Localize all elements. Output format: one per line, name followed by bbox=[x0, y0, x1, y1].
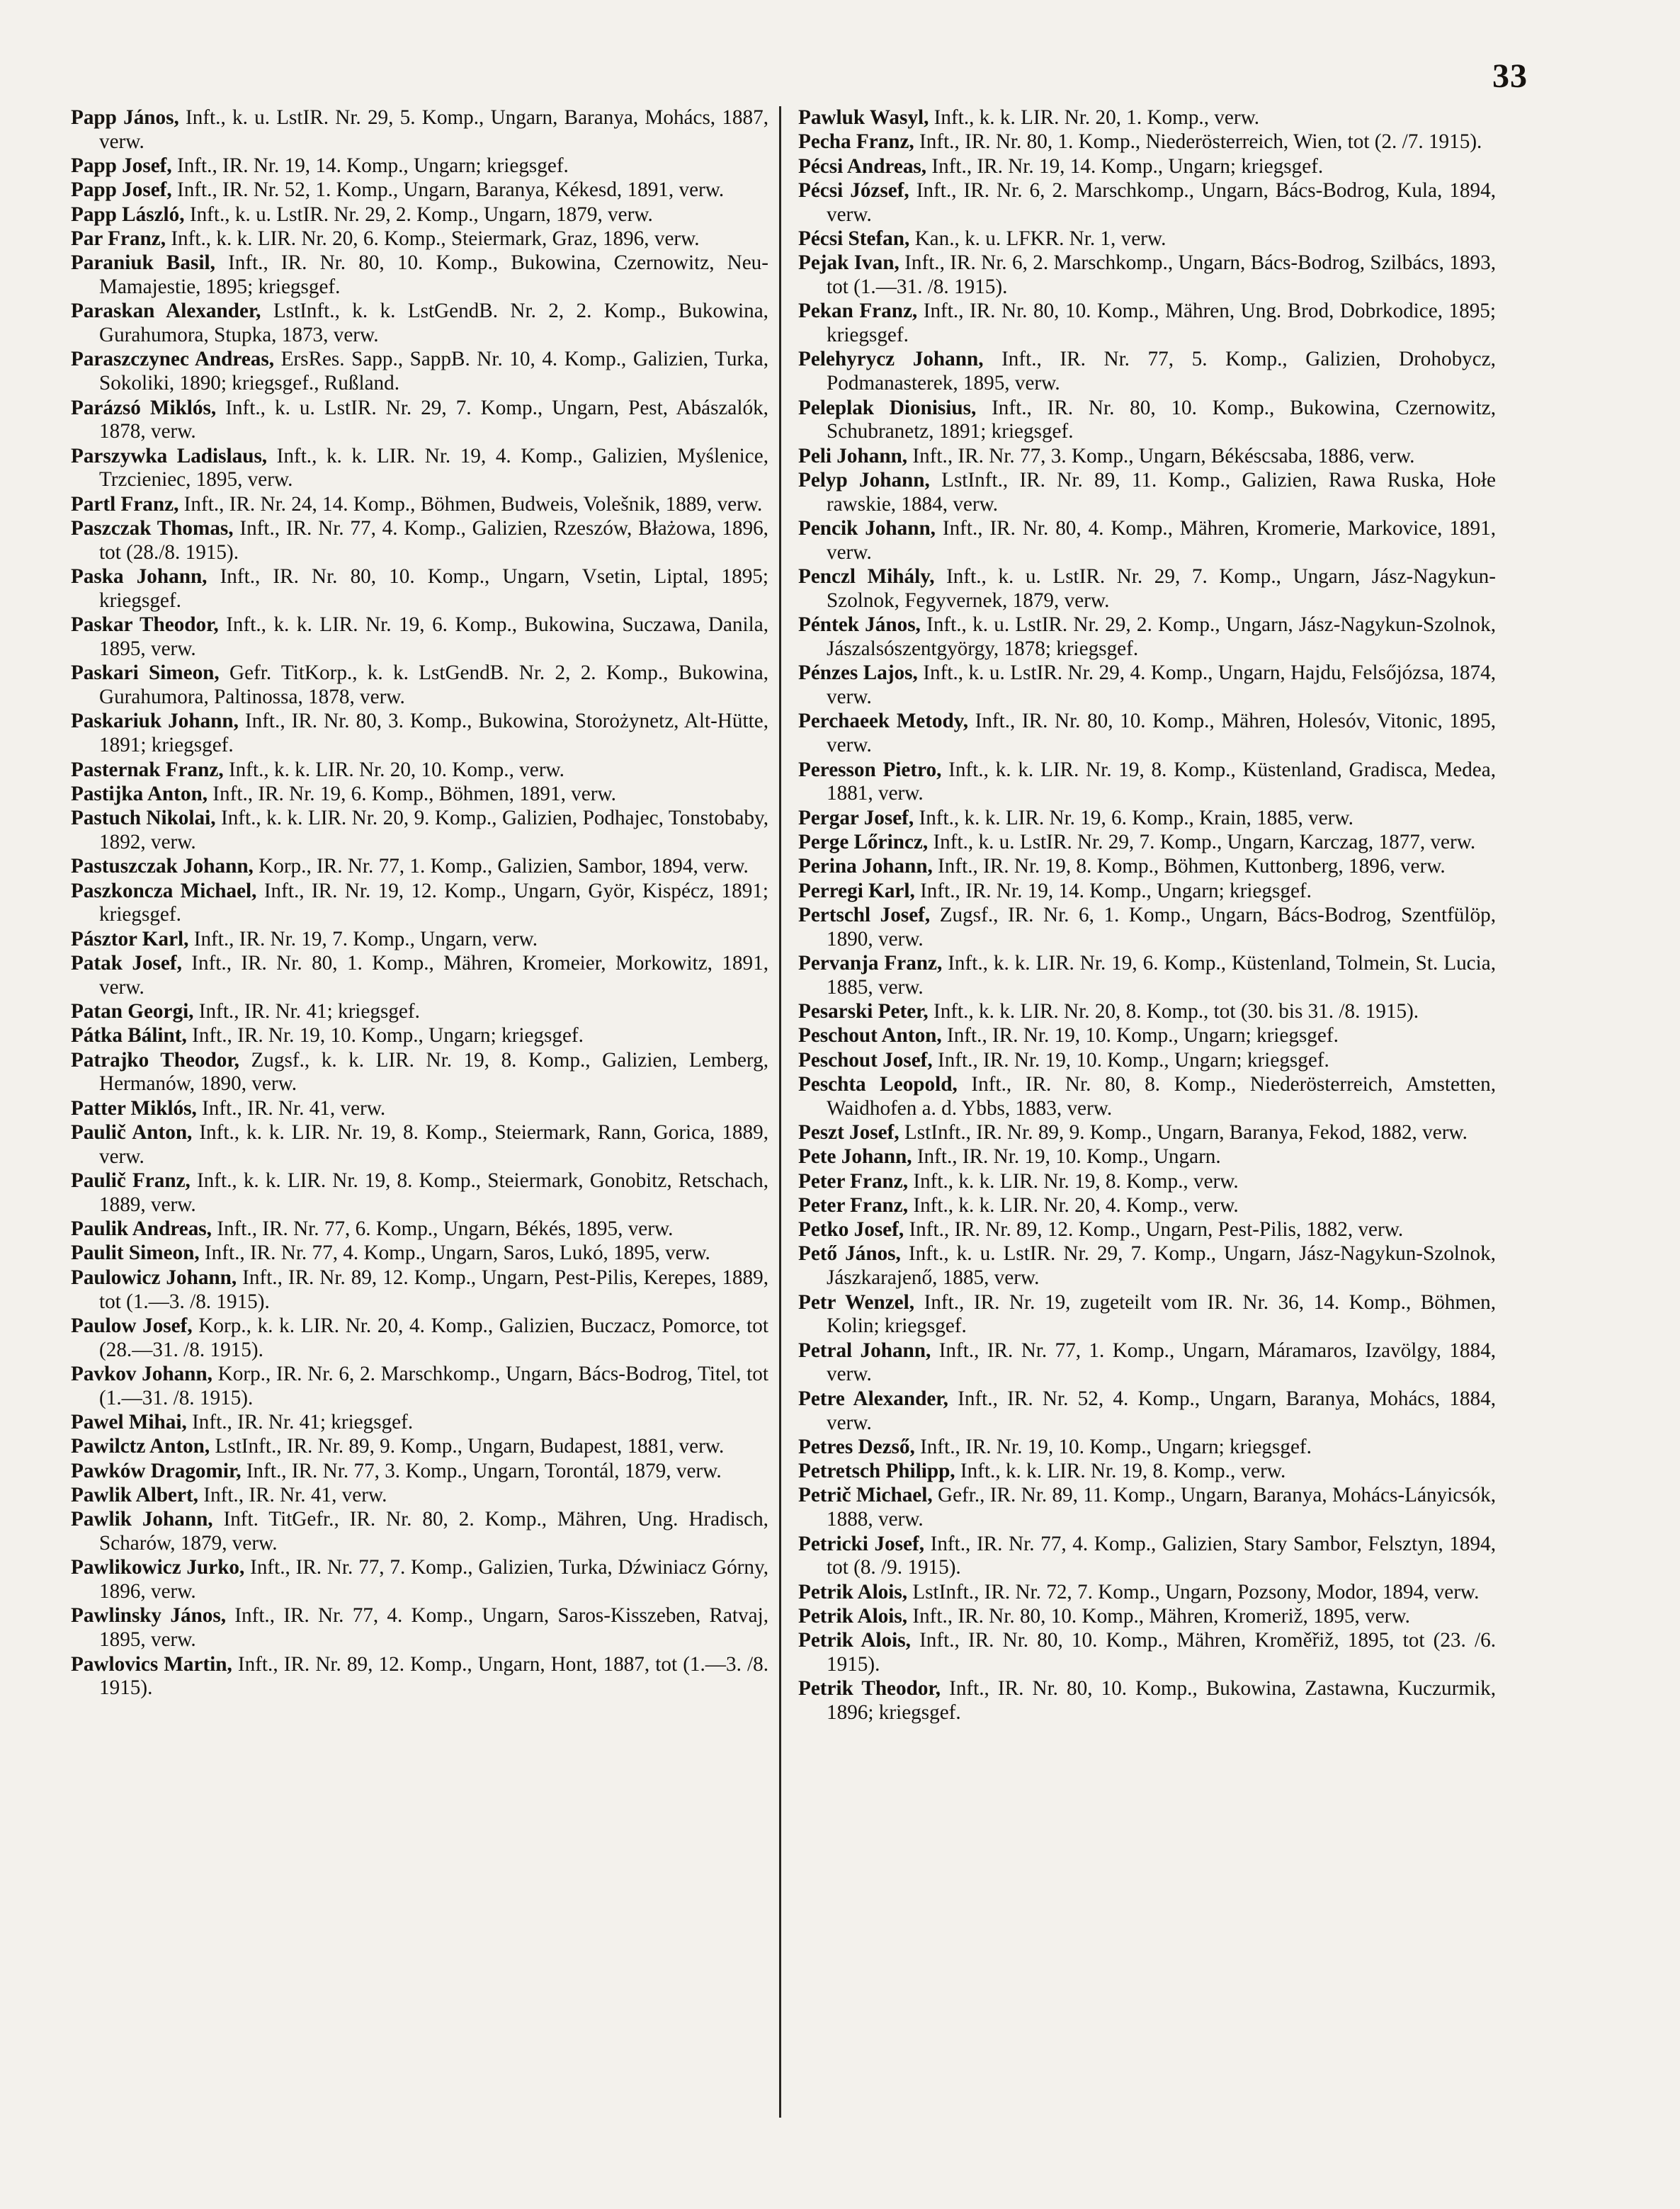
entry-details: Inft., IR. Nr. 19, 10. Komp., Ungarn; kriegsgef. bbox=[941, 1024, 1339, 1047]
entry-details: Inft., IR. Nr. 19, 8. Komp., Böhmen, Kuttonberg, 1896, verw. bbox=[932, 855, 1446, 878]
entry-name: Pásztor Karl, bbox=[71, 927, 189, 950]
entry-details: Inft., IR. Nr. 24, 14. Komp., Böhmen, Budweis, Volešnik, 1889, verw. bbox=[178, 492, 763, 516]
entry-name: Petral Johann, bbox=[798, 1339, 931, 1362]
entry-details: Inft., k. k. LIR. Nr. 19, 8. Komp., verw. bbox=[955, 1460, 1286, 1483]
entry-details: Inft., k. k. LIR. Nr. 20, 4. Komp., verw. bbox=[908, 1193, 1239, 1217]
entry-name: Parszywka Ladislaus, bbox=[71, 444, 268, 467]
entry-name: Pastijka Anton, bbox=[71, 782, 208, 805]
entry-name: Peschout Josef, bbox=[798, 1048, 933, 1072]
list-entry bbox=[798, 1387, 1496, 1436]
entry-details: Inft., IR. Nr. 52, 1. Komp., Ungarn, Baranya, Kékesd, 1891, verw. bbox=[171, 178, 725, 202]
entry-name: Pátka Bálint, bbox=[71, 1024, 187, 1047]
entry-name: Pénzes Lajos, bbox=[798, 661, 918, 685]
entry-details: Inft., k. u. LstIR. Nr. 29, 7. Komp., Ungarn, Karczag, 1877, verw. bbox=[928, 830, 1476, 853]
list-entry bbox=[798, 1605, 1496, 1629]
list-entry bbox=[798, 300, 1496, 348]
entry-name: Patak Josef, bbox=[71, 951, 182, 975]
entry-details: Inft., k. u. LstIR. Nr. 29, 7. Komp., Ungarn, Jász-Nagykun-Szolnok, Fegyvernek, 1879, verw. bbox=[827, 565, 1496, 612]
list-entry bbox=[71, 300, 768, 348]
entry-name: Peresson Pietro, bbox=[798, 758, 942, 781]
entry-name: Pécsi Andreas, bbox=[798, 154, 927, 178]
entry-name: Petre Alexander, bbox=[798, 1387, 948, 1410]
entry-name: Pawlikowicz Jurko, bbox=[71, 1556, 245, 1579]
entry-details: Inft., k. k. LIR. Nr. 19, 6. Komp., Bukowina, Suczawa, Danila, 1895, verw. bbox=[99, 613, 768, 661]
entry-name: Peszt Josef, bbox=[798, 1120, 899, 1144]
list-entry bbox=[798, 1121, 1496, 1145]
list-entry bbox=[71, 445, 768, 493]
entry-name: Perchaeek Metody, bbox=[798, 710, 969, 733]
entry-name: Pawlik Albert, bbox=[71, 1483, 198, 1506]
list-entry bbox=[798, 1000, 1496, 1024]
page-number: 33 bbox=[1492, 57, 1528, 95]
list-entry bbox=[798, 831, 1496, 855]
entry-name: Pecha Franz, bbox=[798, 130, 914, 154]
list-entry bbox=[798, 613, 1496, 661]
entry-details: Inft., IR. Nr. 6, 2. Marschkomp., Ungarn, Bács-Bodrog, Szilbács, 1893, tot (1.—31. /8. 1915). bbox=[827, 251, 1496, 299]
list-entry bbox=[71, 1508, 768, 1556]
entry-details: LstInft., IR. Nr. 72, 7. Komp., Ungarn, Pozsony, Modor, 1894, verw. bbox=[907, 1580, 1480, 1603]
list-entry bbox=[71, 1049, 768, 1097]
entry-details: Inft., IR. Nr. 41, verw. bbox=[196, 1096, 386, 1120]
entry-details: LstInft., IR. Nr. 89, 11. Komp., Galizien, Rawa Ruska, Hołe rawskie, 1884, verw. bbox=[827, 468, 1496, 516]
entry-details: Inft., IR. Nr. 19, zugeteilt vom IR. Nr. 36, 14. Komp., Böhmen, Kolin; kriegsgef. bbox=[827, 1290, 1496, 1338]
list-entry bbox=[71, 1653, 768, 1701]
list-entry bbox=[798, 1533, 1496, 1581]
entry-details: Inft., IR. Nr. 19, 12. Komp., Ungarn, Györ, Kispécz, 1891; kriegsgef. bbox=[99, 879, 768, 926]
entry-name: Petres Dezső, bbox=[798, 1435, 915, 1458]
entry-details: Inft., k. k. LIR. Nr. 20, 1. Komp., verw. bbox=[929, 106, 1260, 129]
list-entry bbox=[798, 130, 1496, 154]
entry-details: Inft., IR. Nr. 19, 10. Komp., Ungarn; kriegsgef. bbox=[932, 1048, 1329, 1072]
entry-name: Petricki Josef, bbox=[798, 1532, 924, 1555]
entry-name: Papp László, bbox=[71, 203, 185, 226]
entry-details: Inft., k. k. LIR. Nr. 19, 8. Komp., verw. bbox=[908, 1169, 1239, 1193]
list-entry bbox=[798, 904, 1496, 952]
list-entry bbox=[798, 807, 1496, 831]
list-entry bbox=[71, 1363, 768, 1411]
list-entry bbox=[71, 1217, 768, 1242]
list-entry bbox=[71, 661, 768, 710]
entry-name: Petrik Alois, bbox=[798, 1629, 911, 1652]
entry-name: Paulowicz Johann, bbox=[71, 1266, 237, 1289]
entry-name: Pastuszczak Johann, bbox=[71, 855, 254, 878]
list-entry bbox=[71, 759, 768, 783]
entry-name: Pawluk Wasyl, bbox=[798, 106, 929, 129]
entry-details: Inft., IR. Nr. 19, 10. Komp., Ungarn; kriegsgef. bbox=[186, 1024, 584, 1047]
entry-details: Inft., k. k. LIR. Nr. 19, 4. Komp., Galizien, Myślenice, Trzcieniec, 1895, verw. bbox=[99, 444, 768, 492]
entry-details: Inft., IR. Nr. 19, 14. Komp., Ungarn; kriegsgef. bbox=[914, 879, 1312, 902]
list-entry bbox=[798, 759, 1496, 807]
list-entry bbox=[71, 1411, 768, 1435]
list-entry bbox=[71, 154, 768, 178]
entry-name: Papp Josef, bbox=[71, 178, 172, 202]
entry-name: Pécsi Stefan, bbox=[798, 227, 910, 250]
entry-name: Par Franz, bbox=[71, 227, 166, 250]
entry-name: Pastuch Nikolai, bbox=[71, 807, 216, 830]
list-entry bbox=[798, 1170, 1496, 1194]
list-entry bbox=[798, 1024, 1496, 1048]
list-entry bbox=[798, 1460, 1496, 1484]
entry-name: Patter Miklós, bbox=[71, 1096, 197, 1120]
list-entry bbox=[71, 880, 768, 928]
list-entry bbox=[798, 155, 1496, 179]
list-entry bbox=[71, 807, 768, 855]
list-entry bbox=[798, 445, 1496, 469]
entry-details: Inft., IR. Nr. 80, 10. Komp., Mähren, Holesóv, Vitonic, 1895, verw. bbox=[827, 710, 1496, 757]
list-entry bbox=[71, 783, 768, 807]
entry-details: Inft., IR. Nr. 80, 4. Komp., Mähren, Kromerie, Markovice, 1891, verw. bbox=[827, 517, 1496, 564]
entry-details: Gefr. TitKorp., k. k. LstGendB. Nr. 2, 2. Komp., Bukowina, Gurahumora, Paltinossa, 1878, verw. bbox=[99, 661, 769, 709]
entry-details: Korp., IR. Nr. 6, 2. Marschkomp., Ungarn, Bács-Bodrog, Titel, tot (1.—31. /8. 1915). bbox=[99, 1362, 768, 1409]
list-entry bbox=[798, 1242, 1496, 1290]
list-entry bbox=[798, 1484, 1496, 1532]
list-entry bbox=[798, 1581, 1496, 1605]
entry-name: Petko Josef, bbox=[798, 1218, 904, 1242]
entry-details: Kan., k. u. LFKR. Nr. 1, verw. bbox=[909, 227, 1167, 250]
entry-details: Inft., IR. Nr. 77, 4. Komp., Ungarn, Saros-Kisszeben, Ratvaj, 1895, verw. bbox=[99, 1604, 768, 1652]
entry-name: Pető János, bbox=[798, 1242, 901, 1266]
entry-name: Pasternak Franz, bbox=[71, 758, 224, 781]
entry-name: Pertschl Josef, bbox=[798, 903, 931, 926]
list-entry bbox=[71, 178, 768, 203]
entry-name: Petrik Alois, bbox=[798, 1604, 908, 1628]
entry-name: Paraskan Alexander, bbox=[71, 300, 261, 323]
list-entry bbox=[71, 203, 768, 227]
entry-details: Inft., IR. Nr. 80, 10. Komp., Mähren, Kroměřiž, 1895, tot (23. /6. 1915). bbox=[827, 1629, 1496, 1676]
entry-details: Inft., IR. Nr. 80, 8. Komp., Niederösterreich, Amstetten, Waidhofen a. d. Ybbs, 1883, verw. bbox=[827, 1072, 1497, 1120]
list-entry bbox=[71, 1242, 768, 1266]
entry-details: Inft., k. k. LIR. Nr. 19, 8. Komp., Küstenland, Gradisca, Medea, 1881, verw. bbox=[827, 758, 1497, 805]
entry-name: Paulow Josef, bbox=[71, 1314, 193, 1337]
entry-details: Inft., IR. Nr. 6, 2. Marschkomp., Ungarn, Bács-Bodrog, Kula, 1894, verw. bbox=[827, 178, 1496, 226]
entry-details: Inft., IR. Nr. 89, 12. Komp., Ungarn, Pest-Pilis, 1882, verw. bbox=[904, 1218, 1404, 1242]
entry-name: Pete Johann, bbox=[798, 1145, 912, 1169]
entry-name: Petrič Michael, bbox=[798, 1484, 933, 1507]
entry-name: Péntek János, bbox=[798, 613, 921, 637]
right-column bbox=[798, 106, 1496, 1725]
list-entry bbox=[798, 855, 1496, 879]
entry-details: Inft., IR. Nr. 89, 12. Komp., Ungarn, Pest-Pilis, Kerepes, 1889, tot (1.—3. /8. 1915). bbox=[99, 1266, 769, 1313]
entry-details: Inft., IR. Nr. 77, 6. Komp., Ungarn, Békés, 1895, verw. bbox=[211, 1217, 674, 1241]
list-entry bbox=[71, 1314, 768, 1363]
entry-name: Petretsch Philipp, bbox=[798, 1460, 955, 1483]
entry-details: Inft., IR. Nr. 19, 10. Komp., Ungarn. bbox=[912, 1145, 1221, 1169]
entry-details: Inft., IR. Nr. 77, 7. Komp., Galizien, Turka, Dźwiniacz Górny, 1896, verw. bbox=[99, 1556, 768, 1603]
entry-name: Pawlik Johann, bbox=[71, 1508, 213, 1531]
list-entry bbox=[798, 1436, 1496, 1460]
entry-details: Inft., k. k. LIR. Nr. 20, 10. Komp., verw. bbox=[223, 758, 564, 781]
entry-name: Papp János, bbox=[71, 106, 179, 129]
entry-name: Pawel Mihai, bbox=[71, 1411, 187, 1434]
list-entry bbox=[71, 227, 768, 251]
entry-details: Inft., IR. Nr. 80, 10. Komp., Bukowina, Zastawna, Kuczurmik, 1896; kriegsgef. bbox=[827, 1677, 1497, 1725]
list-entry bbox=[71, 952, 768, 1000]
entry-details: Inft., IR. Nr. 80, 3. Komp., Bukowina, Storożynetz, Alt-Hütte, 1891; kriegsgef. bbox=[99, 710, 768, 757]
entry-name: Paulik Andreas, bbox=[71, 1217, 212, 1241]
entry-name: Paszczak Thomas, bbox=[71, 517, 234, 540]
entry-name: Paraniuk Basil, bbox=[71, 251, 215, 275]
entry-details: Inft., IR. Nr. 80, 10. Komp., Bukowina, Czernowitz, Schubranetz, 1891; kriegsgef. bbox=[827, 396, 1496, 443]
entry-name: Pejak Ivan, bbox=[798, 251, 899, 275]
list-entry bbox=[71, 397, 768, 445]
entry-name: Paskariuk Johann, bbox=[71, 710, 239, 733]
entry-details: Inft., IR. Nr. 80, 1. Komp., Mähren, Kromeier, Morkowitz, 1891, verw. bbox=[99, 951, 768, 999]
entry-name: Perregi Karl, bbox=[798, 879, 915, 902]
list-entry bbox=[798, 1291, 1496, 1339]
entry-details: Inft., k. k. LIR. Nr. 20, 9. Komp., Galizien, Podhajec, Tonstobaby, 1892, verw. bbox=[99, 807, 768, 853]
list-entry bbox=[798, 1339, 1496, 1387]
list-entry bbox=[798, 227, 1496, 251]
list-entry bbox=[798, 1194, 1496, 1218]
entry-details: Inft., IR. Nr. 19, 10. Komp., Ungarn; kriegsgef. bbox=[914, 1435, 1312, 1458]
list-entry bbox=[798, 565, 1496, 613]
list-entry bbox=[798, 179, 1496, 227]
list-entry bbox=[798, 106, 1496, 130]
entry-name: Petr Wenzel, bbox=[798, 1290, 915, 1314]
entry-name: Parázsó Miklós, bbox=[71, 396, 217, 419]
list-entry bbox=[71, 1266, 768, 1314]
entry-details: Inft., IR. Nr. 41; kriegsgef. bbox=[186, 1411, 414, 1434]
entry-details: Inft., IR. Nr. 19, 14. Komp., Ungarn; kriegsgef. bbox=[171, 154, 569, 178]
entry-name: Paskari Simeon, bbox=[71, 661, 220, 685]
entry-details: ErsRes. Sapp., SappB. Nr. 10, 4. Komp., Galizien, Turka, Sokoliki, 1890; kriegsgef., Rußland. bbox=[99, 348, 768, 395]
entry-name: Pawilctz Anton, bbox=[71, 1435, 210, 1458]
entry-name: Pavkov Johann, bbox=[71, 1362, 212, 1385]
entry-details: Inft., IR. Nr. 77, 4. Komp., Galizien, Stary Sambor, Felsztyn, 1894, tot (8. /9. 1915). bbox=[827, 1532, 1496, 1579]
entry-name: Pawlovics Martin, bbox=[71, 1652, 232, 1676]
entry-name: Patrajko Theodor, bbox=[71, 1048, 239, 1072]
entry-details: Inft., IR. Nr. 77, 1. Komp., Ungarn, Máramaros, Izavölgy, 1884, verw. bbox=[827, 1339, 1497, 1386]
entry-name: Peschta Leopold, bbox=[798, 1072, 958, 1096]
entry-name: Peschout Anton, bbox=[798, 1024, 942, 1047]
list-entry bbox=[71, 1169, 768, 1217]
entry-details: Inft., IR. Nr. 19, 6. Komp., Böhmen, 1891, verw. bbox=[208, 782, 616, 805]
entry-name: Paulič Anton, bbox=[71, 1120, 193, 1144]
list-entry bbox=[798, 661, 1496, 710]
entry-details: Inft., IR. Nr. 80, 10. Komp., Ungarn, Vsetin, Liptal, 1895; kriegsgef. bbox=[99, 565, 768, 612]
list-entry bbox=[798, 1145, 1496, 1169]
list-entry bbox=[798, 1073, 1496, 1121]
entry-details: Inft., k. k. LIR. Nr. 19, 6. Komp., Krain, 1885, verw. bbox=[914, 806, 1353, 829]
entry-name: Perge Lőrincz, bbox=[798, 830, 929, 853]
entry-name: Pawlinsky János, bbox=[71, 1604, 227, 1628]
entry-name: Pervanja Franz, bbox=[798, 951, 943, 975]
list-entry bbox=[71, 251, 768, 300]
entry-name: Paraszczynec Andreas, bbox=[71, 348, 275, 371]
list-entry bbox=[71, 710, 768, 758]
entry-name: Papp Josef, bbox=[71, 154, 172, 178]
entry-details: Inft., IR. Nr. 77, 5. Komp., Galizien, Drohobycz, Podmanasterek, 1895, verw. bbox=[827, 348, 1496, 395]
entry-details: Inft., k. k. LIR. Nr. 19, 8. Komp., Steiermark, Rann, Gorica, 1889, verw. bbox=[99, 1120, 769, 1168]
entry-details: Inft., IR. Nr. 52, 4. Komp., Ungarn, Baranya, Mohács, 1884, verw. bbox=[827, 1387, 1496, 1434]
entry-details: Inft., IR. Nr. 80, 10. Komp., Mähren, Kromeriž, 1895, verw. bbox=[907, 1604, 1410, 1628]
entry-details: Zugsf., k. k. LIR. Nr. 19, 8. Komp., Galizien, Lemberg, Hermanów, 1890, verw. bbox=[99, 1048, 769, 1096]
list-entry bbox=[798, 397, 1496, 445]
entry-details: Inft. TitGefr., IR. Nr. 80, 2. Komp., Mähren, Ung. Hradisch, Scharów, 1879, verw. bbox=[99, 1508, 768, 1555]
list-entry bbox=[71, 1024, 768, 1048]
entry-details: LstInft., IR. Nr. 89, 9. Komp., Ungarn, Baranya, Fekod, 1882, verw. bbox=[899, 1120, 1468, 1144]
entry-details: Inft., IR. Nr. 77, 4. Komp., Ungarn, Saros, Lukó, 1895, verw. bbox=[199, 1242, 710, 1265]
list-entry bbox=[71, 1435, 768, 1459]
entry-name: Paska Johann, bbox=[71, 565, 208, 589]
entry-details: Inft., k. u. LstIR. Nr. 29, 5. Komp., Ungarn, Baranya, Mohács, 1887, verw. bbox=[99, 106, 769, 153]
entry-details: LstInft., IR. Nr. 89, 9. Komp., Ungarn, Budapest, 1881, verw. bbox=[210, 1435, 725, 1458]
list-entry bbox=[71, 1460, 768, 1484]
entry-details: Gefr., IR. Nr. 89, 11. Komp., Ungarn, Baranya, Mohács-Lányicsók, 1888, verw. bbox=[827, 1484, 1496, 1531]
list-entry bbox=[71, 1000, 768, 1024]
entry-name: Pekan Franz, bbox=[798, 300, 918, 323]
list-entry bbox=[798, 517, 1496, 565]
entry-details: Inft., IR. Nr. 80, 10. Komp., Bukowina, Czernowitz, Neu-Mamajestie, 1895; kriegsgef. bbox=[99, 251, 768, 299]
entry-details: Korp., k. k. LIR. Nr. 20, 4. Komp., Galizien, Buczacz, Pomorce, tot (28.—31. /8. 1915). bbox=[99, 1314, 768, 1361]
entry-name: Penczl Mihály, bbox=[798, 565, 935, 589]
list-entry bbox=[798, 1677, 1496, 1725]
entry-details: Zugsf., IR. Nr. 6, 1. Komp., Ungarn, Bács-Bodrog, Szentfülöp, 1890, verw. bbox=[827, 903, 1496, 950]
list-entry bbox=[798, 1218, 1496, 1242]
list-entry bbox=[71, 106, 768, 154]
entry-name: Paulič Franz, bbox=[71, 1169, 191, 1193]
list-entry bbox=[71, 613, 768, 661]
entry-details: Inft., IR. Nr. 80, 10. Komp., Mähren, Ung. Brod, Dobrkodice, 1895; kriegsgef. bbox=[827, 300, 1496, 347]
list-entry bbox=[71, 928, 768, 952]
list-entry bbox=[71, 1604, 768, 1652]
list-entry bbox=[71, 348, 768, 396]
list-entry bbox=[798, 952, 1496, 1000]
entry-details: Inft., k. k. LIR. Nr. 19, 6. Komp., Küstenland, Tolmein, St. Lucia, 1885, verw. bbox=[827, 951, 1496, 999]
entry-name: Pencik Johann, bbox=[798, 517, 936, 540]
list-entry bbox=[71, 1097, 768, 1121]
list-entry bbox=[798, 348, 1496, 396]
entry-name: Paszkoncza Michael, bbox=[71, 879, 257, 902]
entry-details: Inft., IR. Nr. 19, 14. Komp., Ungarn; kriegsgef. bbox=[926, 154, 1324, 178]
entry-details: Inft., k. k. LIR. Nr. 20, 8. Komp., tot (30. bis 31. /8. 1915). bbox=[928, 999, 1419, 1023]
entry-details: Korp., IR. Nr. 77, 1. Komp., Galizien, Sambor, 1894, verw. bbox=[253, 855, 749, 878]
entry-details: Inft., IR. Nr. 77, 3. Komp., Ungarn, Torontál, 1879, verw. bbox=[241, 1459, 722, 1482]
entry-details: Inft., k. u. LstIR. Nr. 29, 2. Komp., Ungarn, 1879, verw. bbox=[184, 203, 653, 226]
column-divider bbox=[779, 106, 781, 2118]
list-entry bbox=[798, 251, 1496, 300]
entry-name: Peli Johann, bbox=[798, 444, 908, 467]
list-entry bbox=[71, 1121, 768, 1169]
list-entry bbox=[71, 1484, 768, 1508]
entry-details: Inft., k. u. LstIR. Nr. 29, 7. Komp., Ungarn, Pest, Abászalók, 1878, verw. bbox=[99, 396, 768, 443]
entry-name: Perina Johann, bbox=[798, 855, 933, 878]
entry-name: Pelehyrycz Johann, bbox=[798, 348, 984, 371]
entry-name: Pécsi József, bbox=[798, 178, 909, 202]
entry-details: Inft., IR. Nr. 77, 4. Komp., Galizien, Rzeszów, Błażowa, 1896, tot (28./8. 1915). bbox=[99, 517, 768, 564]
entry-details: LstInft., k. k. LstGendB. Nr. 2, 2. Komp., Bukowina, Gurahumora, Stupka, 1873, verw. bbox=[99, 300, 768, 347]
entry-name: Paskar Theodor, bbox=[71, 613, 219, 637]
entry-details: Inft., k. k. LIR. Nr. 19, 8. Komp., Steiermark, Gonobitz, Retschach, 1889, verw. bbox=[99, 1169, 768, 1216]
list-entry bbox=[798, 1049, 1496, 1073]
entry-name: Partl Franz, bbox=[71, 492, 179, 516]
entry-details: Inft., k. u. LstIR. Nr. 29, 7. Komp., Ungarn, Jász-Nagykun-Szolnok, Jászkarajenő, 1885, verw. bbox=[827, 1242, 1496, 1290]
entry-details: Inft., IR. Nr. 19, 7. Komp., Ungarn, verw. bbox=[188, 927, 538, 950]
list-entry bbox=[798, 710, 1496, 758]
entry-name: Pelyp Johann, bbox=[798, 468, 930, 492]
entry-details: Inft., IR. Nr. 41; kriegsgef. bbox=[193, 999, 420, 1023]
list-entry bbox=[71, 493, 768, 517]
entry-details: Inft., IR. Nr. 41, verw. bbox=[198, 1483, 387, 1506]
entry-details: Inft., IR. Nr. 89, 12. Komp., Ungarn, Hont, 1887, tot (1.—3. /8. 1915). bbox=[99, 1652, 768, 1700]
list-entry bbox=[71, 1556, 768, 1604]
entry-details: Inft., k. u. LstIR. Nr. 29, 2. Komp., Ungarn, Jász-Nagykun-Szolnok, Jászalsószentgyörgy, 1878; kriegsgef. bbox=[827, 613, 1497, 661]
list-entry bbox=[798, 880, 1496, 904]
entry-name: Pergar Josef, bbox=[798, 806, 914, 829]
entry-name: Peter Franz, bbox=[798, 1193, 909, 1217]
entry-details: Inft., k. u. LstIR. Nr. 29, 4. Komp., Ungarn, Hajdu, Felsőjózsa, 1874, verw. bbox=[827, 661, 1496, 709]
entry-name: Patan Georgi, bbox=[71, 999, 194, 1023]
entry-details: Inft., k. k. LIR. Nr. 20, 6. Komp., Steiermark, Graz, 1896, verw. bbox=[166, 227, 700, 250]
entry-details: Inft., IR. Nr. 77, 3. Komp., Ungarn, Békéscsaba, 1886, verw. bbox=[907, 444, 1415, 467]
list-entry bbox=[71, 517, 768, 565]
left-column bbox=[71, 106, 768, 1701]
entry-name: Petrik Alois, bbox=[798, 1580, 908, 1603]
entry-name: Paulit Simeon, bbox=[71, 1242, 200, 1265]
entry-name: Pawków Dragomir, bbox=[71, 1459, 242, 1482]
list-entry bbox=[71, 565, 768, 613]
list-entry bbox=[798, 1629, 1496, 1677]
entry-details: Inft., IR. Nr. 80, 1. Komp., Niederösterreich, Wien, tot (2. /7. 1915). bbox=[914, 130, 1482, 154]
entry-name: Pesarski Peter, bbox=[798, 999, 929, 1023]
list-entry bbox=[71, 855, 768, 879]
entry-name: Peleplak Dionisius, bbox=[798, 396, 977, 419]
entry-name: Peter Franz, bbox=[798, 1169, 909, 1193]
entry-name: Petrik Theodor, bbox=[798, 1677, 941, 1700]
list-entry bbox=[798, 469, 1496, 517]
